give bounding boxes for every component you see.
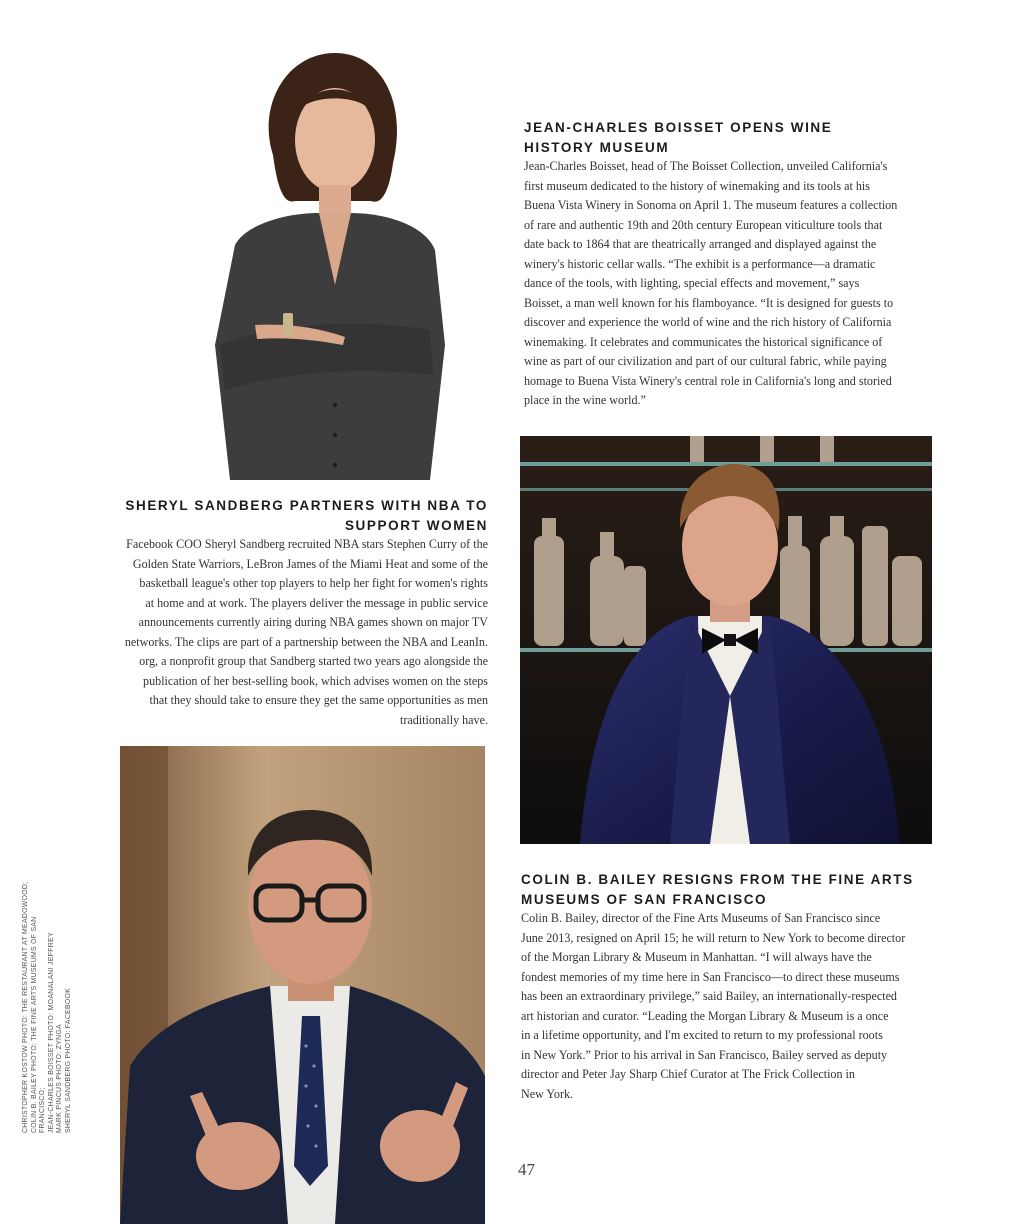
sandberg-headline: SHERYL SANDBERG PARTNERS WITH NBA TO SUPPORT WOMEN [125,498,488,533]
boisset-headline: JEAN-CHARLES BOISSET OPENS WINE HISTORY MUSEUM [524,120,833,155]
bailey-body: Colin B. Bailey, director of the Fine Arts Museums of San Francisco since June 2013, resigned on April 15; he will return to New York to become director of the Morgan Library & Museum in Manhattan. “I will always have the fondest memories of my time here in San Francisco—to direct these museums has been an extraordinary privilege,” said Bailey, an internationally-respected art historian and curator. “Leading the Morgan Library & Museum is a once in a lifetime opportunity, and I'm excited to return to my professional roots in New York.” Prior to his arrival in San Francisco, Bailey served as deputy director and Peter Jay Sharp Chief Curator at The Frick Collection in New York. [521,911,906,1101]
bailey-portrait-image [120,746,485,1224]
page-number: 47 [518,1160,535,1179]
sandberg-body: Facebook COO Sheryl Sandberg recruited NBA stars Stephen Curry of the Golden State Warriors, LeBron James of the Miami Heat and some of the basketball league's other top players to help her fight for women's rights at home and at work. The players deliver the message in public service announcements currently airing during NBA games shown on major TV networks. The clips are part of a partnership between the NBA and LeanIn. org, a nonprofit group that Sandberg started two years ago alongside the publication of her best-selling book, which advises women on the steps that they should take to ensure they get the same opportunities as men traditionally have. [124,537,488,727]
sandberg-portrait-image [195,45,455,480]
boisset-body: Jean-Charles Boisset, head of The Boisset Collection, unveiled California's first museum dedicated to the history of winemaking and its tools at his Buena Vista Winery in Sonoma on April 1. The museum features a collection of rare and authentic 19th and 20th century European viticulture tools that date back to 1864 that are theatrically arranged and displayed against the winery's historic cellar walls. “The exhibit is a performance—a dramatic dance of the tools, with lighting, special effects and movement,” says Boisset, a man well known for his flamboyance. “It is designed for guests to discover and experience the world of wine and the rich history of California winemaking. It celebrates and communicates the historical significance of wine as part of our civilization and part of our cultural fabric, while paying homage to Buena Vista Winery's central role in California's long and storied place in the wine world.” [524,159,898,407]
bailey-headline: COLIN B. BAILEY RESIGNS FROM THE FINE ARTS MUSEUMS OF SAN FRANCISCO [521,872,914,907]
boisset-portrait-image [520,436,932,844]
sandberg-photo [195,45,455,480]
boisset-photo [520,436,932,844]
photo-credits: CHRISTOPHER KOSTOW PHOTO: THE RESTAURANT AT MEADOWOOD; COLIN B. BAILEY PHOTO: THE FINE ARTS MUSEUMS OF SAN FRANCISCO; JEAN-CHARLES BOISSET PHOTO: MOANALANI JEFFREY MARK PINCUS PHOTO: ZYNGA SHERYL SANDBERG PHOTO: FACEBOOK [22,881,72,1133]
bailey-photo [120,746,485,1224]
